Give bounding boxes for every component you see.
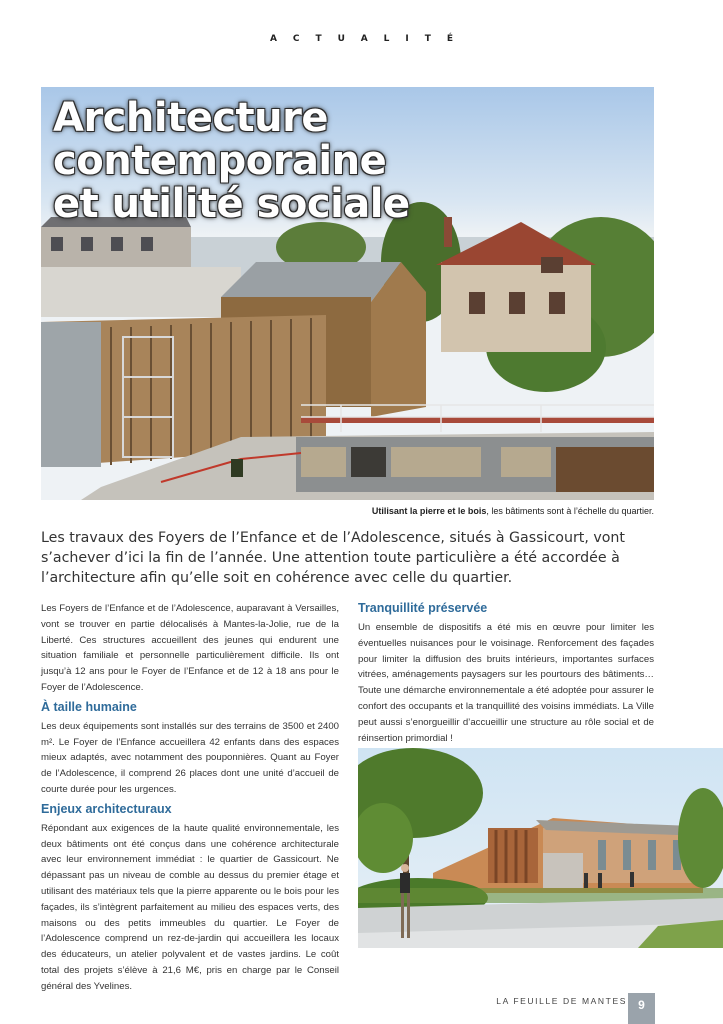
article-intro: Les travaux des Foyers de l’Enfance et de l’Adolescence, situés à Gassicourt, vont s’achever d’ici la fin de l’année. Une attention toute particulière a été accordée à l’architecture afin qu’elle soit en cohérence avec celle du quartier. xyxy=(41,530,625,586)
heading-enjeux-architecturaux: Enjeux architecturaux xyxy=(41,801,172,816)
heading-tranquillite-preservee: Tranquillité préservée xyxy=(358,601,488,615)
caption-text: , les bâtiments sont à l’échelle du quartier. xyxy=(486,506,654,516)
heading-taille-humaine: À taille humaine xyxy=(41,699,137,714)
caption-bold: Utilisant la pierre et le bois xyxy=(371,506,487,516)
publication-name: LA FEUILLE DE MANTES xyxy=(496,996,627,1006)
paragraph-1: Les Foyers de l’Enfance et de l’Adolescence, auparavant à Versailles, vont se trouver en partie délocalisés à Mantes-la-Jolie, rue de la Liberté. Ces structures accueillent des jeunes qui endurent une situation familiale et personnelle particulièrement difficile. Ils ont jusqu’à 12 ans pour le Foyer de l’Enfance et de 12 à 18 ans pour le Foyer de l’Adolescence. xyxy=(41,603,339,693)
paragraph-4: Un ensemble de dispositifs a été mis en œuvre pour limiter les éventuelles nuisances pour le voisinage. Renforcement des façades pour limiter la diffusion des bruits intérieurs, importantes surfaces vitrées, aménagements paysagers sur les pourtours des bâtiments… Toute une démarche environnementale a été adoptée pour assurer le confort des occupants et la tranquillité des voisins immédiats. La Ville peut aussi s’enorgueillir d’accueillir une structure au rôle social et de réinsertion primordial ! xyxy=(358,622,654,744)
article-title xyxy=(53,97,654,226)
right-column xyxy=(358,601,654,749)
paragraph-3: Répondant aux exigences de la haute qualité environnementale, les deux bâtiments ont été conçus dans une cohérence architecturale avec leur environnement immédiat : le quartier de Gassicourt. Ne dépassant pas un niveau de comble au dessus du premier étage et utilisant des matériaux tels que la pierre apparente ou le bois pour les façades, ils s’intègrent parfaitement au milieu des espaces verts, des maisons ou des petits immeubles du quartier. Le Foyer de l’Adolescence comprend un rez-de-jardin qui accueillera les locaux des éducateurs, un atelier polyvalent et de vastes jardins. Le coût total des projets s’élève à 21,6 M€, pris en charge par le Conseil général des Yvelines. xyxy=(41,822,339,992)
paragraph-2: Les deux équipements sont installés sur des terrains de 3500 et 2400 m². Le Foyer de l’Enfance accueillera 42 enfants dans des espaces mieux adaptés, avec notamment des pouponnières. Quant au Foyer de l’Adolescence, il comprend 26 places dont une unité d’accueil de courte durée pour les urgences. xyxy=(41,720,339,795)
page-number: 9 xyxy=(628,993,655,1024)
section-label: ACTUALITÉ xyxy=(269,34,470,44)
hero-photo xyxy=(41,87,654,500)
photo-caption xyxy=(372,506,654,516)
left-column xyxy=(41,601,339,998)
architect-rendering xyxy=(358,748,723,948)
rendering-illustration xyxy=(358,748,723,948)
title-line-1: Architecture contemporaine xyxy=(53,95,387,184)
title-line-2: et utilité sociale xyxy=(53,181,410,227)
